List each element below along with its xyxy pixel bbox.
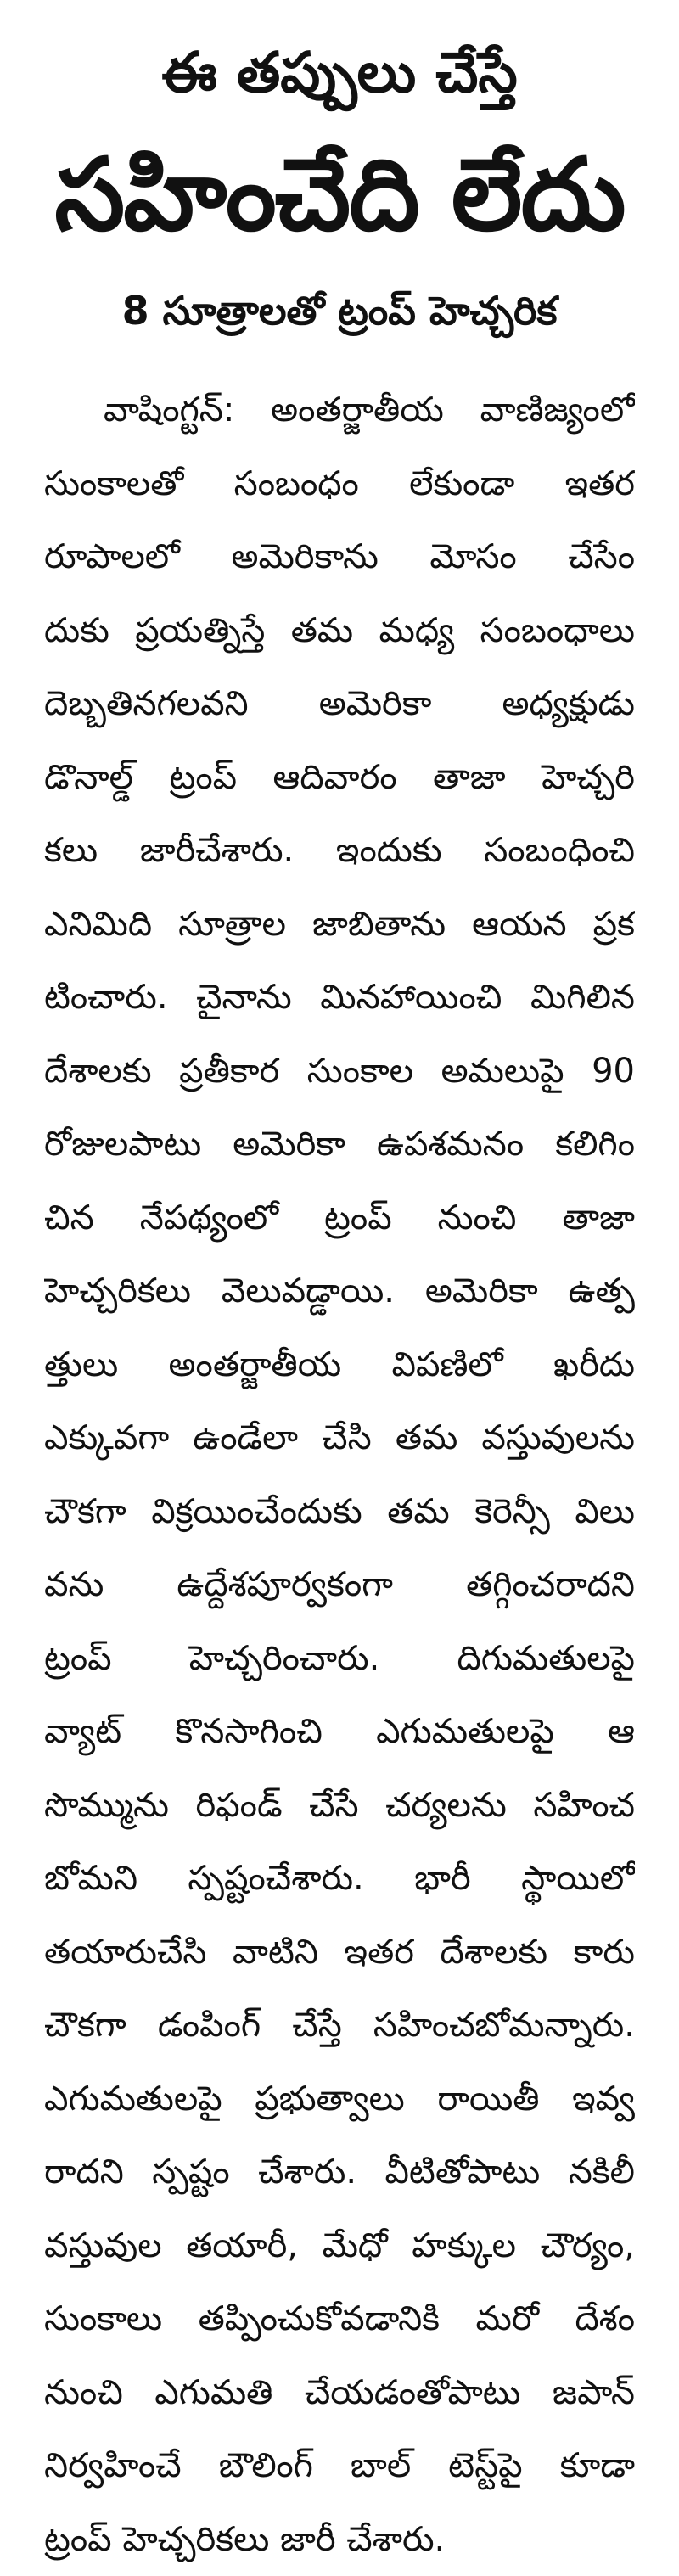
body-line: చౌకగా డంపింగ్ చేస్తే సహించబోమన్నారు. xyxy=(44,1989,635,2062)
body-line: ట్రంప్ హెచ్చరించారు. దిగుమతులపై xyxy=(44,1622,635,1696)
body-line: రూపాలలో అమెరికాను మోసం చేసేం xyxy=(44,520,635,594)
subheadline: 8 సూత్రాలతో ట్రంప్ హెచ్చరిక xyxy=(44,277,635,345)
body-line: ఎనిమిది సూత్రాల జాబితాను ఆయన ప్రక xyxy=(44,888,635,962)
body-line: దేశాలకు ప్రతీకార సుంకాల అమలుపై 90 xyxy=(44,1035,635,1108)
body-line: హెచ్చరికలు వెలువడ్డాయి. అమెరికా ఉత్ప xyxy=(44,1254,635,1328)
body-line: వస్తువుల తయారీ, మేధో హక్కుల చౌర్యం, xyxy=(44,2209,635,2283)
body-line: ఎక్కువగా ఉండేలా చేసి తమ వస్తువులను xyxy=(44,1401,635,1475)
body-line: సొమ్మును రిఫండ్ చేసే చర్యలను సహించ xyxy=(44,1769,635,1843)
body-line: దుకు ప్రయత్నిస్తే తమ మధ్య సంబంధాలు xyxy=(44,594,635,668)
article-body xyxy=(44,373,635,2576)
body-line: వను ఉద్దేశపూర్వకంగా తగ్గించరాదని xyxy=(44,1548,635,1622)
body-line: నుంచి ఎగుమతి చేయడంతోపాటు జపాన్ xyxy=(44,2356,635,2430)
body-line: చౌకగా విక్రయించేందుకు తమ కెరెన్సీ విలు xyxy=(44,1475,635,1549)
body-line: నిర్వహించే బౌలింగ్ బాల్ టెస్ట్‌పై కూడా xyxy=(44,2429,635,2503)
headline: సహించేది లేదు xyxy=(44,122,635,267)
kicker: ఈ తప్పులు చేస్తే xyxy=(44,32,635,114)
body-line: బోమని స్పష్టంచేశారు. భారీ స్థాయిలో xyxy=(44,1842,635,1916)
body-line: తయారుచేసి వాటిని ఇతర దేశాలకు కారు xyxy=(44,1916,635,1990)
body-line: ట్రంప్ హెచ్చరికలు జారీ చేశారు. xyxy=(44,2503,635,2576)
body-line: సుంకాలు తప్పించుకోవడానికి మరో దేశం xyxy=(44,2282,635,2356)
body-line: చిన నేపథ్యంలో ట్రంప్ నుంచి తాజా xyxy=(44,1181,635,1255)
body-line: డొనాల్డ్ ట్రంప్ ఆదివారం తాజా హెచ్చరి xyxy=(44,741,635,815)
body-line: దెబ్బతినగలవని అమెరికా అధ్యక్షుడు xyxy=(44,667,635,741)
body-line: టించారు. చైనాను మినహాయించి మిగిలిన xyxy=(44,961,635,1035)
body-line: సుంకాలతో సంబంధం లేకుండా ఇతర xyxy=(44,447,635,521)
body-line: రోజులపాటు అమెరికా ఉపశమనం కలిగిం xyxy=(44,1108,635,1181)
body-line: ఎగుమతులపై ప్రభుత్వాలు రాయితీ ఇవ్వ xyxy=(44,2062,635,2136)
body-line: కలు జారీచేశారు. ఇందుకు సంబంధించి xyxy=(44,814,635,888)
body-line: వ్యాట్ కొనసాగించి ఎగుమతులపై ఆ xyxy=(44,1695,635,1769)
body-line: త్తులు అంతర్జాతీయ విపణిలో ఖరీదు xyxy=(44,1328,635,1402)
body-line: వాషింగ్టన్: అంతర్జాతీయ వాణిజ్యంలో xyxy=(44,373,635,447)
body-line: రాదని స్పష్టం చేశారు. వీటితోపాటు నకిలీ xyxy=(44,2135,635,2209)
